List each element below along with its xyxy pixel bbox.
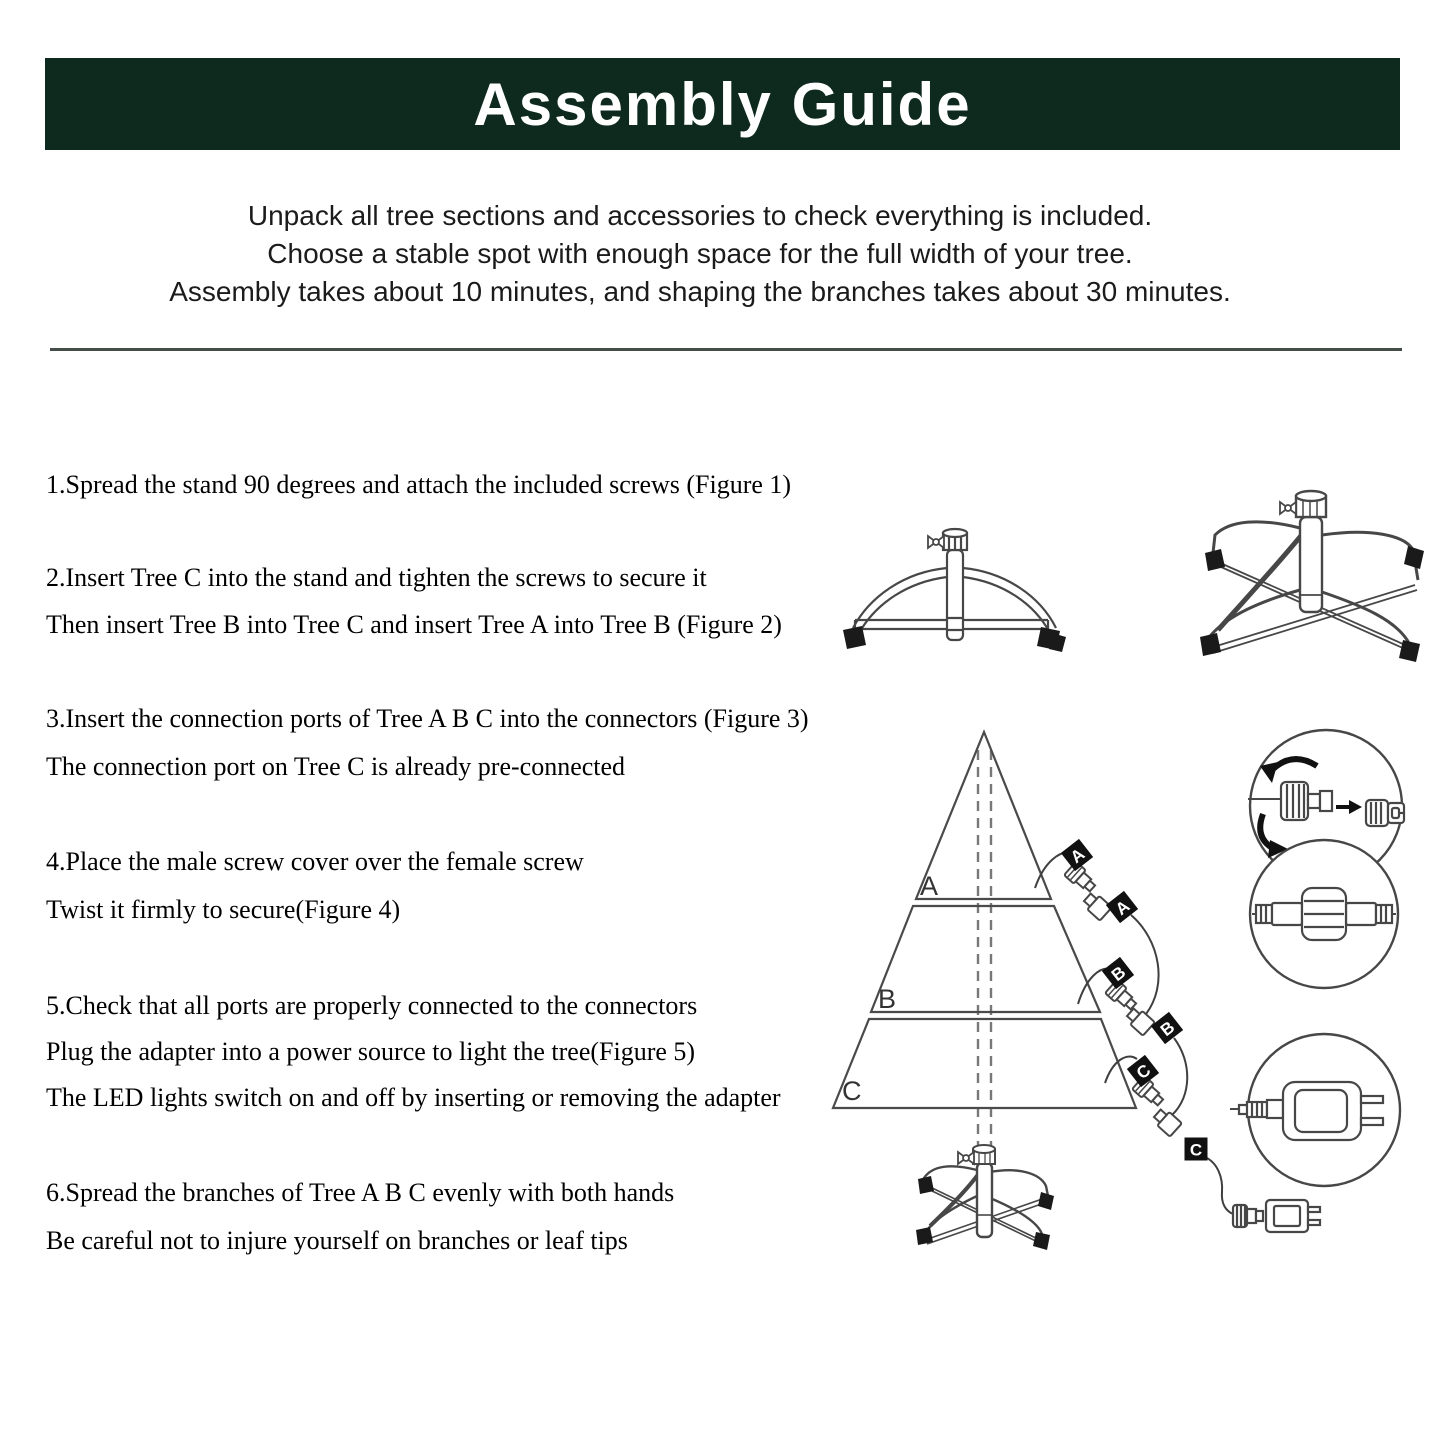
step-line: Twist it firmly to secure(Figure 4) — [46, 895, 401, 924]
figure1-folded-stand-illustration — [843, 529, 1066, 652]
adapter-plug-illustration — [1233, 1200, 1320, 1232]
connector-male-icon — [1064, 862, 1098, 895]
step-line: Then insert Tree B into Tree C and insert Tree A into Tree B (Figure 2) — [46, 610, 782, 639]
svg-text:A: A — [1111, 896, 1134, 920]
intro-line: Choose a stable spot with enough space for the full width of your tree. — [267, 238, 1133, 269]
figure2-open-stand-illustration — [1200, 491, 1424, 662]
cable-b-to-c — [1172, 1038, 1187, 1115]
page-title: Assembly Guide — [473, 70, 972, 138]
step-line: Be careful not to injure yourself on branches or leaf tips — [46, 1226, 628, 1255]
step-line: 3.Insert the connection ports of Tree A B C into the connectors (Figure 3) — [46, 704, 809, 733]
cable-connections — [1035, 839, 1233, 1214]
step-line: 5.Check that all ports are properly connected to the connectors — [46, 991, 698, 1020]
cable-tag — [1127, 1055, 1159, 1087]
cable-tag — [1151, 1012, 1183, 1044]
tree-section-label: A — [920, 871, 939, 901]
tree-section-b — [871, 906, 1100, 1012]
step-line: 6.Spread the branches of Tree A B C evenly with both hands — [46, 1178, 675, 1207]
svg-text:C: C — [1132, 1060, 1155, 1084]
step-line: 2.Insert Tree C into the stand and tighten the screws to secure it — [46, 563, 707, 592]
tree-section-label: C — [842, 1076, 862, 1106]
intro-line: Unpack all tree sections and accessories to check everything is included. — [247, 200, 1153, 231]
cable-a-to-b — [1131, 915, 1159, 1014]
step-line: The LED lights switch on and off by inserting or removing the adapter — [46, 1083, 781, 1112]
intro-line: Assembly takes about 10 minutes, and shaping the branches takes about 30 minutes. — [169, 276, 1231, 307]
connector-female-icon — [1151, 1107, 1182, 1137]
svg-text:A: A — [1066, 844, 1089, 868]
step-line: Plug the adapter into a power source to light the tree(Figure 5) — [46, 1037, 696, 1066]
tree-section-c — [833, 1019, 1136, 1108]
center-pole-dashed-lines — [978, 750, 991, 1160]
tree-section-label: B — [878, 984, 897, 1014]
cable-tag — [1185, 1138, 1208, 1161]
step-line: The connection port on Tree C is already pre-connected — [46, 752, 626, 781]
cable-tag — [1061, 839, 1093, 871]
step-line: 1.Spread the stand 90 degrees and attach the included screws (Figure 1) — [46, 470, 792, 499]
tree-stand-illustration — [916, 1145, 1054, 1250]
connector-female-icon — [1124, 1006, 1155, 1036]
connected-port-detail-circle — [1250, 840, 1398, 988]
svg-text:B: B — [1107, 962, 1130, 986]
cable-tag — [1102, 957, 1134, 989]
step-line: 4.Place the male screw cover over the female screw — [46, 847, 584, 876]
svg-text:C: C — [1189, 1140, 1203, 1160]
svg-text:B: B — [1156, 1017, 1179, 1041]
cable-c-to-adapter — [1205, 1157, 1233, 1214]
power-adapter-detail-circle — [1230, 1034, 1400, 1186]
tree-diagram — [833, 732, 1136, 1160]
